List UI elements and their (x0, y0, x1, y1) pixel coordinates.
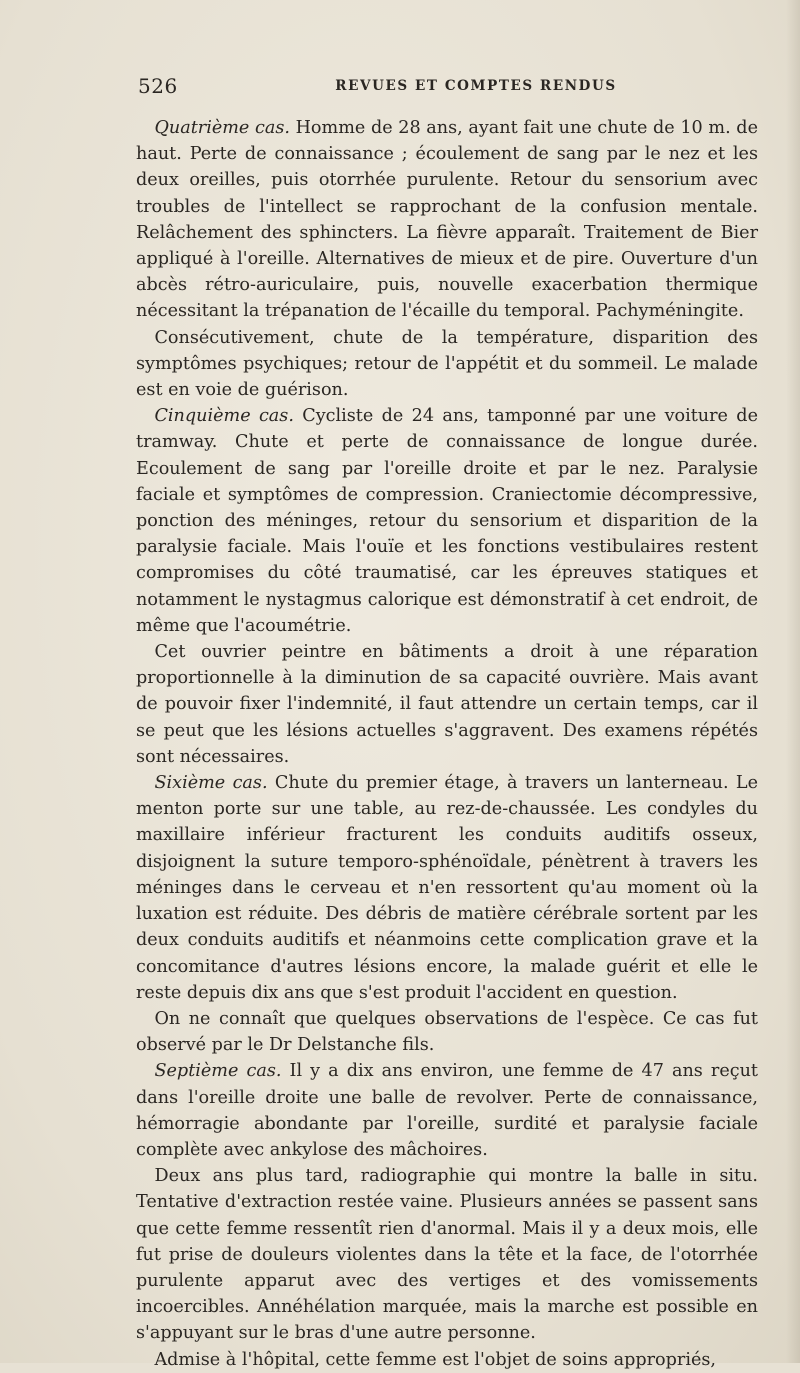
case-heading: Septième cas. (154, 1061, 282, 1082)
paragraph-case-5-compensation (136, 639, 758, 770)
running-head: REVUES ET COMPTES RENDUS (335, 78, 617, 94)
case-heading: Cinquième cas. (154, 406, 294, 427)
paragraph-text: Il y a dix ans environ, une femme de 47 ans reçut dans l'oreille droite une balle de revolver. Perte de connaissance, hémorragie abondante par l'oreille, surdité et paralysie faciale complète avec ankylose des mâchoires. (136, 1061, 758, 1160)
page-header (138, 74, 754, 98)
paragraph-text: Chute du premier étage, à travers un lanterneau. Le menton porte sur une table, au rez-de-chaussée. Les condyles du maxillaire inférieur fracturent les conduits auditifs osseux, disjoignent la suture temporo-sphénoïdale, pénètrent à travers les méninges dans le cerveau et n'en ressortent qu'au moment où la luxation est réduite. Des débris de matière cérébrale sortent par les deux conduits auditifs et néanmoins cette complication grave et la concomitance d'autres lésions encore, la malade guérit et elle le reste depuis dix ans que s'est produit l'accident en question. (136, 773, 758, 1003)
paragraph-text: Consécutivement, chute de la température, disparition des symptômes psychiques; retour de l'appétit et du sommeil. Le malade est en voie de guérison. (136, 327, 758, 401)
article-body (136, 115, 758, 1373)
paragraph-case-7-admission (136, 1347, 758, 1373)
case-heading: Quatrième cas. (154, 118, 290, 138)
paragraph-text: Cet ouvrier peintre en bâtiments a droit à une réparation proportionnelle à la diminution de sa capacité ouvrière. Mais avant de pouvoir fixer l'indemnité, il faut attendre un certain temps, car il se peut que les lésions actuelles s'aggravent. Des examens répétés sont nécessaires. (136, 642, 758, 767)
page-edge-shadow (786, 0, 800, 1363)
paragraph-case-6-note (136, 1006, 758, 1058)
paragraph-case-5 (136, 403, 758, 639)
paragraph-case-4 (136, 115, 758, 325)
paragraph-case-4-outcome (136, 325, 758, 404)
paragraph-text: Cycliste de 24 ans, tamponné par une voiture de tramway. Chute et perte de connaissance de longue durée. Ecoulement de sang par l'oreille droite et par le nez. Paralysie faciale et symptômes de compression. Craniectomie décompressive, ponction des méninges, retour du sensorium et disparition de la paralysie faciale. Mais l'ouïe et les fonctions vestibulaires restent compromises du côté traumatisé, car les épreuves statiques et notamment le nystagmus calorique est démonstratif à cet endroit, de même que l'acoumétrie. (136, 406, 758, 636)
paragraph-case-7 (136, 1058, 758, 1163)
paragraph-text: Deux ans plus tard, radiographie qui montre la balle in situ. Tentative d'extraction restée vaine. Plusieurs années se passent sans que cette femme ressentît rien d'anormal. Mais il y a deux mois, elle fut prise de douleurs violentes dans la tête et la face, de l'otorrhée purulente apparut avec des vertiges et des vomissements incoercibles. Annéhélation marquée, mais la marche est possible en s'appuyant sur le bras d'une autre personne. (136, 1166, 758, 1344)
paragraph-text: Homme de 28 ans, ayant fait une chute de 10 m. de haut. Perte de connaissance ; écoulement de sang par le nez et les deux oreilles, puis otorrhée purulente. Retour du sensorium avec troubles de l'intellect se rapprochant de la confusion mentale. Relâchement des sphincters. La fièvre apparaît. Traitement de Bier appliqué à l'oreille. Alternatives de mieux et de pire. Ouverture d'un abcès rétro-auriculaire, puis, nouvelle exacerbation thermique nécessitant la trépanation de l'écaille du temporal. Pachyméningite. (136, 118, 758, 322)
paragraph-case-6 (136, 770, 758, 1006)
paragraph-text: On ne connaît que quelques observations de l'espèce. Ce cas fut observé par le Dr Delstanche fils. (136, 1008, 758, 1056)
paragraph-text: Admise à l'hôpital, cette femme est l'objet de soins appropriés, (154, 1349, 716, 1370)
page-number: 526 (138, 74, 178, 98)
paragraph-case-7-followup (136, 1163, 758, 1346)
case-heading: Sixième cas. (154, 773, 268, 794)
